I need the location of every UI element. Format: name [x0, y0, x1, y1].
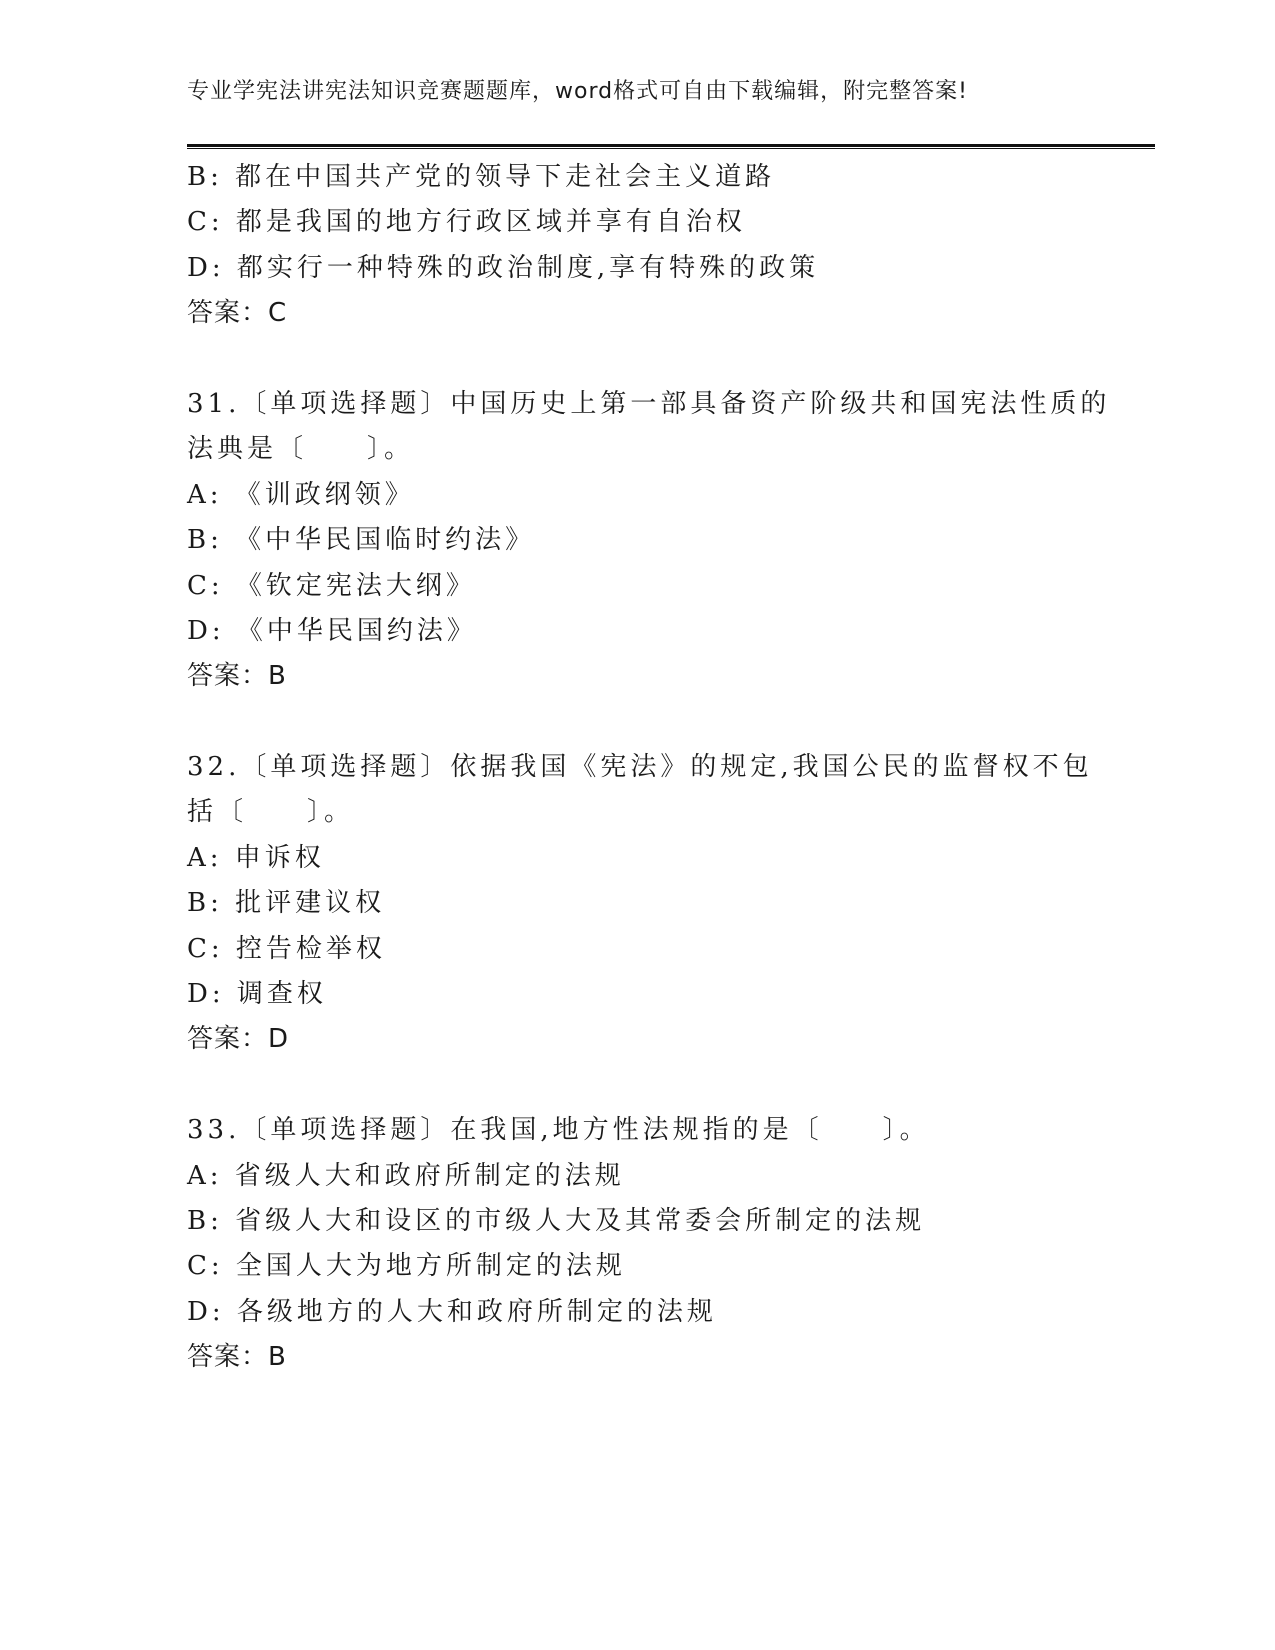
option-b: B: 《中华民国临时约法》 [187, 525, 536, 556]
option-d: D: 都实行一种特殊的政治制度,享有特殊的政策 [187, 252, 820, 283]
header-divider [187, 144, 1155, 149]
option-b: B: 省级人大和设区的市级人大及其常委会所制定的法规 [187, 1205, 926, 1236]
question-stem: 33.〔单项选择题〕在我国,地方性法规指的是〔 〕。 [187, 1115, 930, 1146]
question-33 [187, 1108, 1107, 1380]
option-c: C: 《钦定宪法大纲》 [187, 570, 476, 601]
answer: 答案：D [187, 1024, 290, 1055]
option-c: C: 都是我国的地方行政区域并享有自治权 [187, 207, 746, 238]
answer: 答案：B [187, 1342, 287, 1373]
option-b: B: 批评建议权 [187, 888, 386, 919]
question-stem: 括〔 〕。 [187, 797, 355, 828]
option-a: A: 《训政纲领》 [187, 479, 415, 510]
question-stem: 31.〔单项选择题〕中国历史上第一部具备资产阶级共和国宪法性质的 [187, 388, 1111, 419]
option-c: C: 全国人大为地方所制定的法规 [187, 1251, 626, 1282]
question-stem: 32.〔单项选择题〕依据我国《宪法》的规定,我国公民的监督权不包 [187, 752, 1093, 783]
answer: 答案：B [187, 661, 287, 692]
option-a: A: 省级人大和政府所制定的法规 [187, 1160, 625, 1191]
option-d: D: 调查权 [187, 979, 327, 1010]
option-d: D: 各级地方的人大和政府所制定的法规 [187, 1296, 717, 1327]
option-b: B: 都在中国共产党的领导下走社会主义道路 [187, 162, 776, 192]
page-header: 专业学宪法讲宪法知识竞赛题题库，word格式可自由下载编辑，附完整答案! [187, 79, 968, 104]
question-stem: 法典是〔 〕。 [187, 434, 415, 465]
option-a: A: 申诉权 [187, 842, 325, 873]
option-d: D: 《中华民国约法》 [187, 615, 477, 646]
option-c: C: 控告检举权 [187, 933, 386, 964]
question-list [187, 155, 1111, 1381]
answer: 答案：C [187, 298, 288, 329]
continued-question [187, 155, 1107, 337]
question-32 [187, 745, 1107, 1063]
question-31 [187, 382, 1111, 700]
